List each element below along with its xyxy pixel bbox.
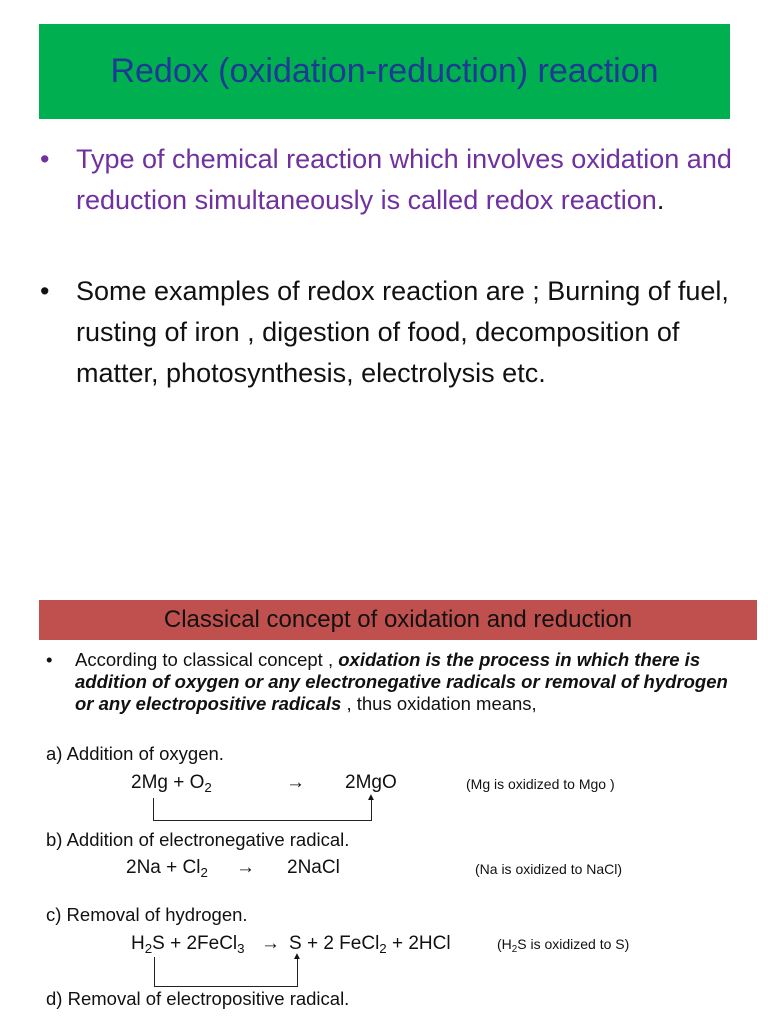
equation-a-product: 2MgO bbox=[345, 772, 397, 793]
bullet-dot: • bbox=[46, 649, 53, 670]
up-arrow-icon: ▲ bbox=[292, 951, 302, 962]
equation-a-reactants: $2Mg + O_2$ bbox=[131, 772, 212, 795]
equation-c-products: S + 2 FeCl$_2$ + 2HCl bbox=[289, 933, 451, 956]
equation-c-note: ($H_2S$ is oxidized to S) bbox=[497, 936, 630, 955]
equation-c-reactants: $H_2S$ + 2FeCl$_3$ bbox=[131, 933, 245, 956]
equation-a-arrow: → bbox=[286, 772, 305, 793]
definition-text: Type of chemical reaction which involves oxidation and reduction simultaneously is called redox reaction. bbox=[76, 144, 732, 215]
bullet-dot: • bbox=[40, 144, 50, 174]
bullet-dot: • bbox=[40, 276, 50, 306]
section-heading: Classical concept of oxidation and reduction bbox=[163, 606, 633, 633]
section-banner bbox=[39, 600, 757, 640]
equation-b-note: (Na is oxidized to NaCl) bbox=[475, 861, 623, 877]
up-arrow-icon: ▲ bbox=[366, 792, 376, 803]
examples-text: Some examples of redox reaction are ; Burning of fuel, rusting of iron , digestion of food, decomposition of matter, photosynthesis, electrolysis etc. bbox=[76, 276, 729, 388]
connector-line bbox=[154, 986, 298, 987]
connector-line bbox=[153, 798, 154, 821]
connector-line bbox=[297, 958, 298, 987]
connector-line bbox=[154, 957, 155, 987]
equation-a-note: (Mg is oxidized to Mgo ) bbox=[466, 776, 615, 792]
item-d-label: d) Removal of electropositive radical. bbox=[46, 988, 350, 1009]
equation-b-arrow: → bbox=[236, 857, 255, 878]
classical-concept-text: According to classical concept , oxidation is the process in which there is addition of oxygen or any electronegative radicals or removal of hydrogen or any electropositive radicals , thus oxidation means, bbox=[75, 649, 728, 714]
connector-line bbox=[153, 820, 372, 821]
equation-b-product: 2NaCl bbox=[287, 857, 340, 878]
equation-c-arrow: → bbox=[261, 933, 280, 954]
title-banner bbox=[39, 24, 730, 119]
item-c-label: c) Removal of hydrogen. bbox=[46, 904, 248, 925]
item-b-label: b) Addition of electronegative radical. bbox=[46, 829, 350, 850]
item-a-label: a) Addition of oxygen. bbox=[46, 743, 224, 764]
equation-b-reactants: $2Na + Cl_2$ bbox=[126, 857, 208, 880]
page-title: Redox (oxidation-reduction) reaction bbox=[110, 52, 659, 90]
